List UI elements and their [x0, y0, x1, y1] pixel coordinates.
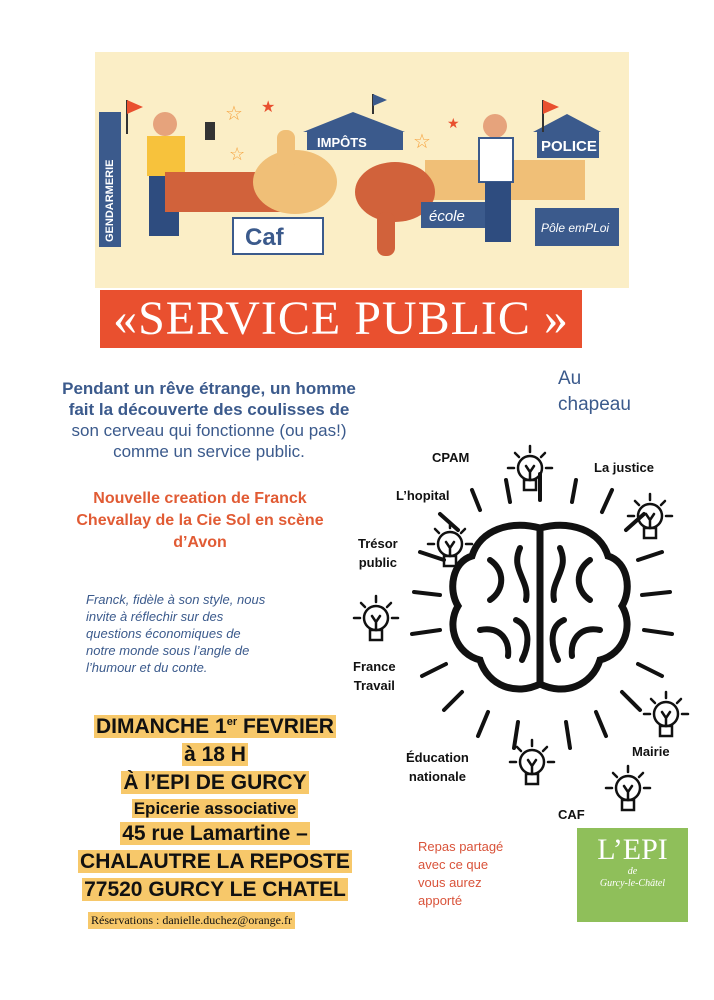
- intro-line: comme un service public.: [113, 442, 305, 461]
- intro-line: fait la découverte des coulisses de: [68, 400, 350, 419]
- service-public-illustration: [95, 52, 629, 288]
- person-left-body: [147, 136, 185, 176]
- service-label-hopital: L’hopital: [396, 488, 450, 503]
- brain-icon: [453, 525, 628, 689]
- meal-line: apporté: [418, 893, 463, 908]
- lightbulb-icon: [606, 766, 650, 810]
- event-venue-type: Epicerie associative: [133, 799, 297, 818]
- service-label-mairie: Mairie: [632, 744, 670, 759]
- event-time: à 18 H: [184, 743, 246, 766]
- pole-emploi-sign: Pôle emPLoi: [541, 221, 610, 235]
- gendarmerie-sign: GENDARMERIE: [104, 159, 116, 242]
- intro-text: [38, 378, 380, 462]
- police-sign: POLICE: [541, 138, 597, 155]
- description-line: notre monde sous l’angle de: [86, 643, 250, 658]
- service-label-justice: La justice: [594, 460, 654, 475]
- lightbulb-icon: [354, 596, 398, 640]
- meal-line: Repas partagé: [418, 839, 504, 854]
- event-street: 45 rue Lamartine –: [122, 822, 308, 845]
- price-info: [558, 366, 631, 418]
- person-right-body: [479, 138, 513, 182]
- description-line: questions économiques de: [86, 626, 241, 641]
- service-label-france-travail: France Travail: [353, 659, 396, 693]
- description-line: Franck, fidèle à son style, nous: [86, 592, 266, 607]
- description-line: invite à réflechir sur des: [86, 609, 224, 624]
- star-icon: ☆: [413, 131, 431, 153]
- star-icon: ★: [447, 115, 460, 131]
- lightbulb-icon: [508, 446, 552, 490]
- creation-credits: [20, 488, 380, 554]
- lightbulb-icon: [628, 494, 672, 538]
- creation-line: d’Avon: [173, 534, 227, 551]
- event-date: DIMANCHE 1er FEVRIER: [96, 715, 334, 738]
- header-illustration: [95, 52, 629, 288]
- event-city: 77520 GURCY LE CHATEL: [84, 878, 346, 901]
- meal-line: avec ce que: [418, 857, 489, 872]
- phone-icon: [205, 122, 215, 140]
- description-line: l’humour et du conte.: [86, 660, 208, 675]
- service-label-tresor: Trésor public: [358, 536, 398, 570]
- star-icon: ☆: [229, 144, 246, 164]
- lightbulb-icon: [510, 740, 554, 784]
- logo-title: L’EPI: [597, 833, 668, 866]
- reservation-contact: Réservations : danielle.duchez@orange.fr: [88, 912, 295, 929]
- impots-sign: IMPÔTS: [317, 135, 367, 150]
- intro-line: Pendant un rêve étrange, un homme: [62, 379, 356, 398]
- meal-line: vous aurez: [418, 875, 482, 890]
- logo-subtitle: Gurcy-le-Châtel: [599, 878, 666, 889]
- creation-line: Chevallay de la Cie Sol en scène: [76, 512, 324, 529]
- title-banner: «SERVICE PUBLIC »: [100, 290, 582, 348]
- star-icon: ★: [261, 99, 276, 116]
- creation-line: Nouvelle creation de Franck: [93, 490, 307, 507]
- event-locality: CHALAUTRE LA REPOSTE: [80, 850, 350, 873]
- person-left-head: [153, 112, 177, 136]
- epi-logo: [577, 828, 688, 922]
- star-icon: ☆: [225, 103, 243, 125]
- price-line: Au: [558, 368, 582, 389]
- service-label-education: Éducation nationale: [406, 750, 469, 784]
- description-text: [86, 591, 336, 676]
- event-details: [40, 708, 390, 904]
- event-place: À l’EPI DE GURCY: [123, 771, 307, 794]
- service-label-caf: CAF: [558, 807, 585, 822]
- intro-line: son cerveau qui fonctionne (ou pas!): [71, 421, 347, 440]
- price-line: chapeau: [558, 394, 631, 415]
- logo-subtitle: de: [627, 866, 638, 877]
- flag-icon: [373, 94, 387, 106]
- service-label-cpam: CPAM: [432, 450, 470, 465]
- flag-icon: [127, 100, 143, 114]
- lightbulb-icon: [644, 692, 688, 736]
- caf-sign: Caf: [245, 224, 284, 251]
- meal-info: [418, 838, 503, 910]
- person-right-head: [483, 114, 507, 138]
- ecole-sign: école: [429, 208, 465, 225]
- flag-icon: [543, 100, 559, 114]
